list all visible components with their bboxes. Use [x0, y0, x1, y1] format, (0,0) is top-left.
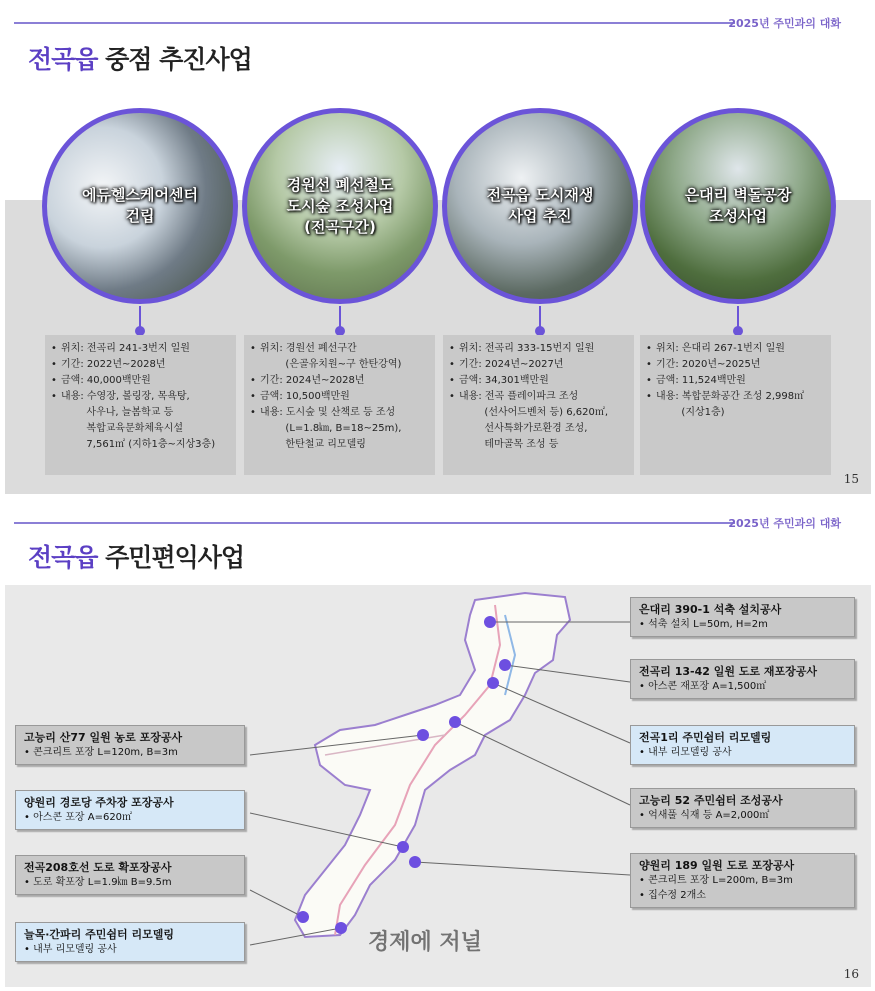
pin-marker	[539, 306, 541, 330]
project-info-box: • 위치: 경원선 폐선구간 (은골유치원~구 한탄강역) • 기간: 2024년~2028년 • 금액: 10,500백만원 • 내용: 도시숲 및 산책로 등 조성 (L=1.8㎞, B=18~25m), 한탄철교 리모델링	[244, 335, 435, 475]
project-label-box: 전곡208호선 도로 확포장공사 • 도로 확포장 L=1.9㎞ B=9.5m	[15, 855, 245, 895]
project-label-box: 전곡1리 주민쉼터 리모델링 • 내부 리모델링 공사	[630, 725, 855, 765]
project-photo-brick-factory	[640, 108, 836, 304]
project-title: 에듀헬스케어센터 건립	[82, 186, 198, 225]
project-label-box: 전곡리 13-42 일원 도로 재포장공사 • 아스콘 재포장 A=1,500㎡	[630, 659, 855, 699]
header-rule	[14, 522, 735, 524]
project-label-box: 양원리 189 일원 도로 포장공사 • 콘크리트 포장 L=200m, B=3m • 집수정 2개소	[630, 853, 855, 908]
project-title: 경원선 폐선철도 도시숲 조성사업 (전곡구간)	[286, 175, 394, 236]
page-title: 전곡읍 주민편익사업	[28, 543, 245, 572]
project-label-box: 고능리 52 주민쉼터 조성공사 • 억새풀 식재 등 A=2,000㎡	[630, 788, 855, 828]
project-label-box: 고능리 산77 일원 농로 포장공사 • 콘크리트 포장 L=120m, B=3m	[15, 725, 245, 765]
event-tag: 2025년 주민과의 대화	[728, 517, 841, 530]
project-photo-edu-health	[42, 108, 238, 304]
project-photo-urban-regeneration	[442, 108, 638, 304]
pin-marker	[737, 306, 739, 330]
watermark: 경제에 저널	[368, 929, 482, 955]
project-label-box: 은대리 390-1 석축 설치공사 • 석축 설치 L=50m, H=2m	[630, 597, 855, 637]
project-title: 전곡읍 도시재생 사업 추진	[486, 186, 594, 225]
project-info-box: • 위치: 은대리 267-1번지 일원 • 기간: 2020년~2025년 • 금액: 11,524백만원 • 내용: 복합문화공간 조성 2,998㎡ (지상1층)	[640, 335, 831, 475]
page-title: 전곡읍 중점 추진사업	[28, 45, 252, 74]
district-map	[5, 585, 871, 987]
pin-marker	[339, 306, 341, 330]
project-title: 은대리 벽돌공장 조성사업	[684, 186, 792, 225]
page-number: 16	[843, 967, 859, 981]
project-label-box: 늘목·간파리 주민쉼터 리모델링 • 내부 리모델링 공사	[15, 922, 245, 962]
project-label-box: 양원리 경로당 주차장 포장공사 • 아스콘 포장 A=620㎡	[15, 790, 245, 830]
project-info-box: • 위치: 전곡리 333-15번지 일원 • 기간: 2024년~2027년 • 금액: 34,301백만원 • 내용: 전곡 플레이파크 조성 (선사어드벤처 등) 6,620㎡, 선사특화가로환경 조성, 테마골목 조성 등	[443, 335, 634, 475]
project-photo-railway-forest	[242, 108, 438, 304]
pin-marker	[139, 306, 141, 330]
page-number: 15	[843, 472, 859, 486]
event-tag: 2025년 주민과의 대화	[728, 17, 841, 30]
slide-resident-convenience	[0, 505, 875, 990]
project-info-box: • 위치: 전곡리 241-3번지 일원 • 기간: 2022년~2028년 • 금액: 40,000백만원 • 내용: 수영장, 볼링장, 목욕탕, 사우나, 늘봄학교 등 복합교육문화체육시설 7,561㎡ (지하1층~지상3층)	[45, 335, 236, 475]
header-rule	[14, 22, 735, 24]
